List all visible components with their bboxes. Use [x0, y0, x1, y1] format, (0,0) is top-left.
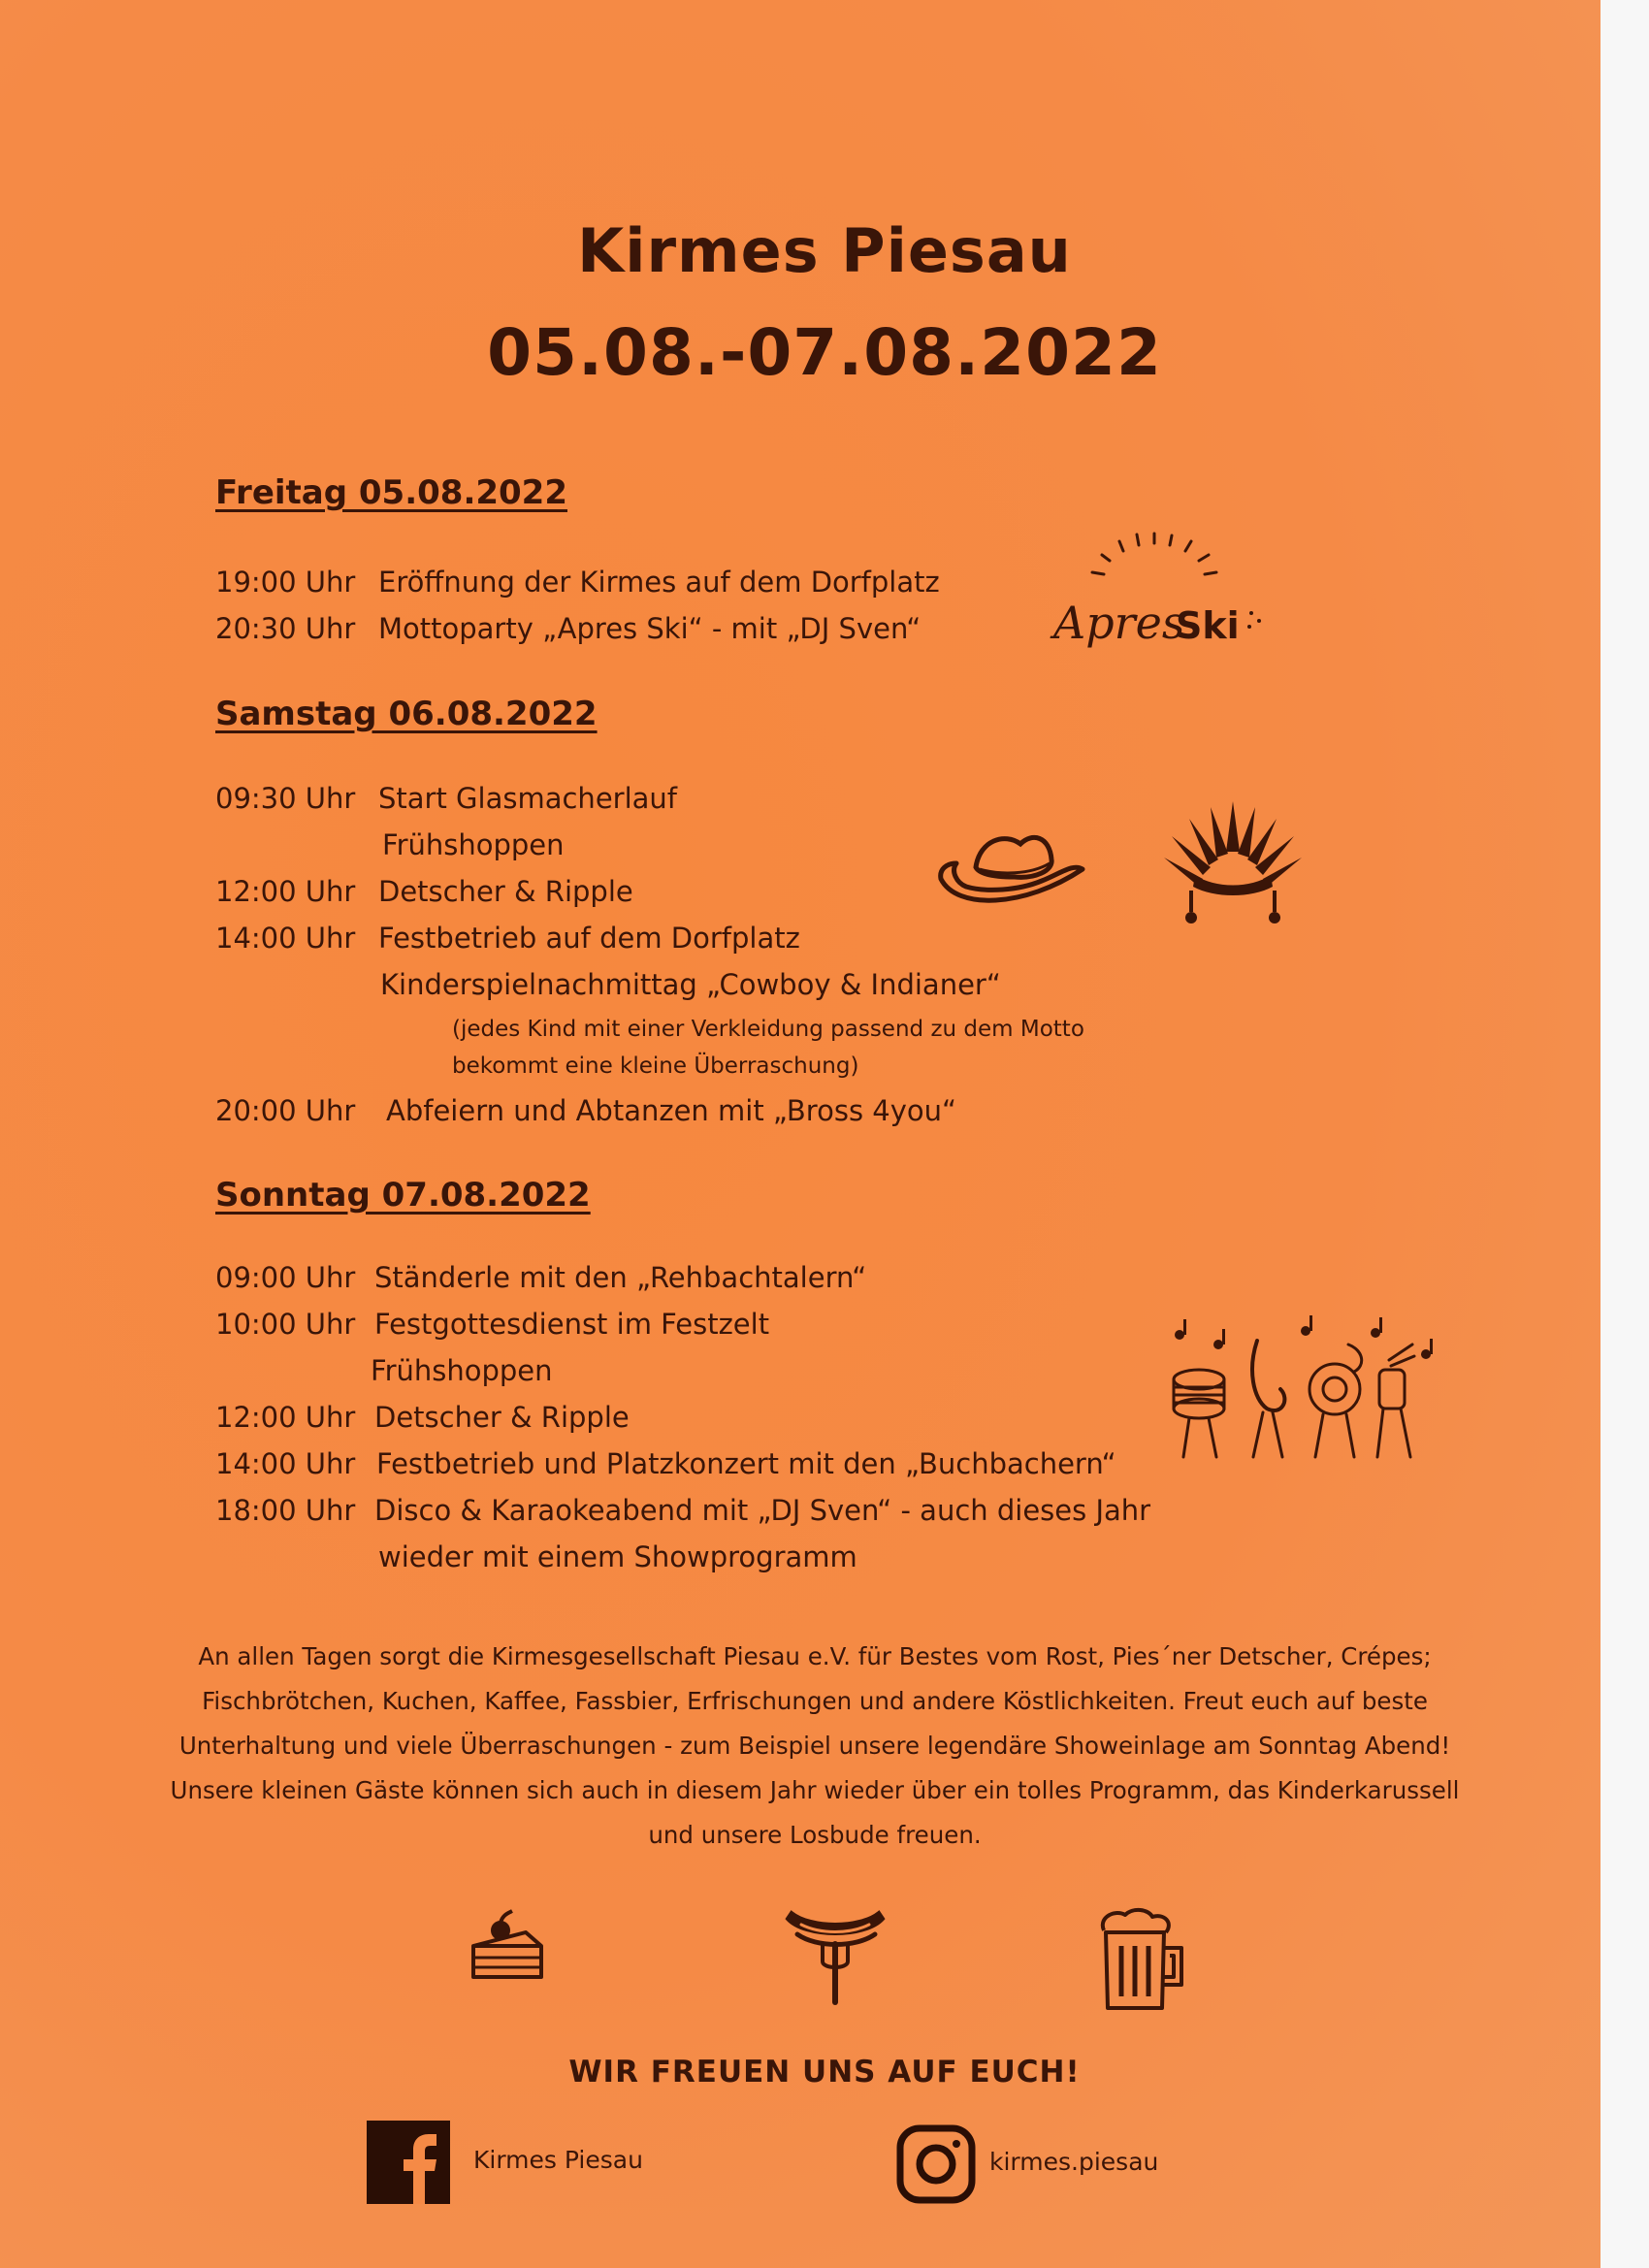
schedule-note: (jedes Kind mit einer Verkleidung passend zu dem Motto	[452, 1017, 1084, 1042]
facebook-icon[interactable]	[367, 2121, 450, 2204]
schedule-time: 09:00 Uhr	[215, 1261, 356, 1294]
svg-text:Ski: Ski	[1176, 604, 1240, 647]
info-paragraph	[146, 1635, 1484, 1858]
info-line: Unsere kleinen Gäste können sich auch in diesem Jahr wieder über ein tolles Programm, das Kinderkarussell	[170, 1776, 1460, 1804]
schedule-time: 14:00 Uhr	[215, 922, 356, 955]
schedule-text: Eröffnung der Kirmes auf dem Dorfplatz	[378, 566, 940, 599]
schedule-text: Detscher & Ripple	[378, 875, 633, 908]
cowboy-hat-icon	[937, 821, 1092, 918]
instagram-label[interactable]: kirmes.piesau	[989, 2148, 1159, 2176]
schedule-text: Ständerle mit den „Rehbachtalern“	[374, 1261, 867, 1294]
schedule-text: Start Glasmacherlauf	[378, 782, 677, 815]
feather-headdress-icon	[1160, 794, 1306, 929]
schedule-time: 20:30 Uhr	[215, 612, 356, 645]
schedule-text: Festbetrieb auf dem Dorfplatz	[378, 922, 800, 955]
schedule-time: 09:30 Uhr	[215, 782, 356, 815]
info-line: und unsere Losbude freuen.	[648, 1821, 982, 1849]
schedule-text: Disco & Karaokeabend mit „DJ Sven“ - auch dieses Jahr	[374, 1494, 1151, 1527]
schedule-time: 12:00 Uhr	[215, 875, 356, 908]
schedule-text: Detscher & Ripple	[374, 1401, 630, 1434]
schedule-text: wieder mit einem Showprogramm	[378, 1540, 857, 1573]
apres-ski-logo	[1046, 532, 1278, 667]
closing-call-to-action: WIR FREUEN UNS AUF EUCH!	[568, 2055, 1081, 2090]
schedule-text: Frühshoppen	[371, 1354, 553, 1387]
schedule-time: 12:00 Uhr	[215, 1401, 356, 1434]
schedule-text: Frühshoppen	[382, 828, 565, 861]
schedule-text: Festbetrieb und Platzkonzert mit den „Buchbachern“	[376, 1447, 1116, 1480]
instagram-icon[interactable]	[896, 2124, 976, 2204]
schedule-time: 14:00 Uhr	[215, 1447, 356, 1480]
event-title: Kirmes Piesau	[577, 215, 1072, 286]
schedule-time: 10:00 Uhr	[215, 1308, 356, 1341]
schedule-time: 20:00 Uhr	[215, 1094, 356, 1127]
schedule-text: Mottoparty „Apres Ski“ - mit „DJ Sven“	[378, 612, 922, 645]
svg-text:Apres: Apres	[1053, 597, 1185, 649]
schedule-note: bekommt eine kleine Überraschung)	[452, 1053, 859, 1079]
day-heading-friday: Freitag 05.08.2022	[215, 473, 567, 512]
info-line: Fischbrötchen, Kuchen, Kaffee, Fassbier, Erfrischungen und andere Köstlichkeiten. Freut euch auf beste	[202, 1687, 1428, 1715]
marching-band-icon	[1160, 1312, 1441, 1467]
event-dates: 05.08.-07.08.2022	[487, 315, 1162, 390]
info-line: Unterhaltung und viele Überraschungen - zum Beispiel unsere legendäre Showeinlage am Sonntag Abend!	[178, 1732, 1451, 1760]
day-heading-saturday: Samstag 06.08.2022	[215, 695, 598, 733]
cake-slice-icon	[468, 1907, 545, 1985]
beer-mug-icon	[1092, 1907, 1189, 2014]
schedule-time: 19:00 Uhr	[215, 566, 356, 599]
sausage-fork-icon	[782, 1905, 889, 2012]
schedule-text: Kinderspielnachmittag „Cowboy & Indianer“	[380, 968, 1001, 1001]
schedule-text: Abfeiern und Abtanzen mit „Bross 4you“	[386, 1094, 957, 1127]
info-line: An allen Tagen sorgt die Kirmesgesellschaft Piesau e.V. für Bestes vom Rost, Pies´ner Detscher, Crépes;	[198, 1642, 1432, 1670]
facebook-label[interactable]: Kirmes Piesau	[473, 2146, 643, 2174]
schedule-text: Festgottesdienst im Festzelt	[374, 1308, 770, 1341]
day-heading-sunday: Sonntag 07.08.2022	[215, 1176, 591, 1215]
schedule-time: 18:00 Uhr	[215, 1494, 356, 1527]
